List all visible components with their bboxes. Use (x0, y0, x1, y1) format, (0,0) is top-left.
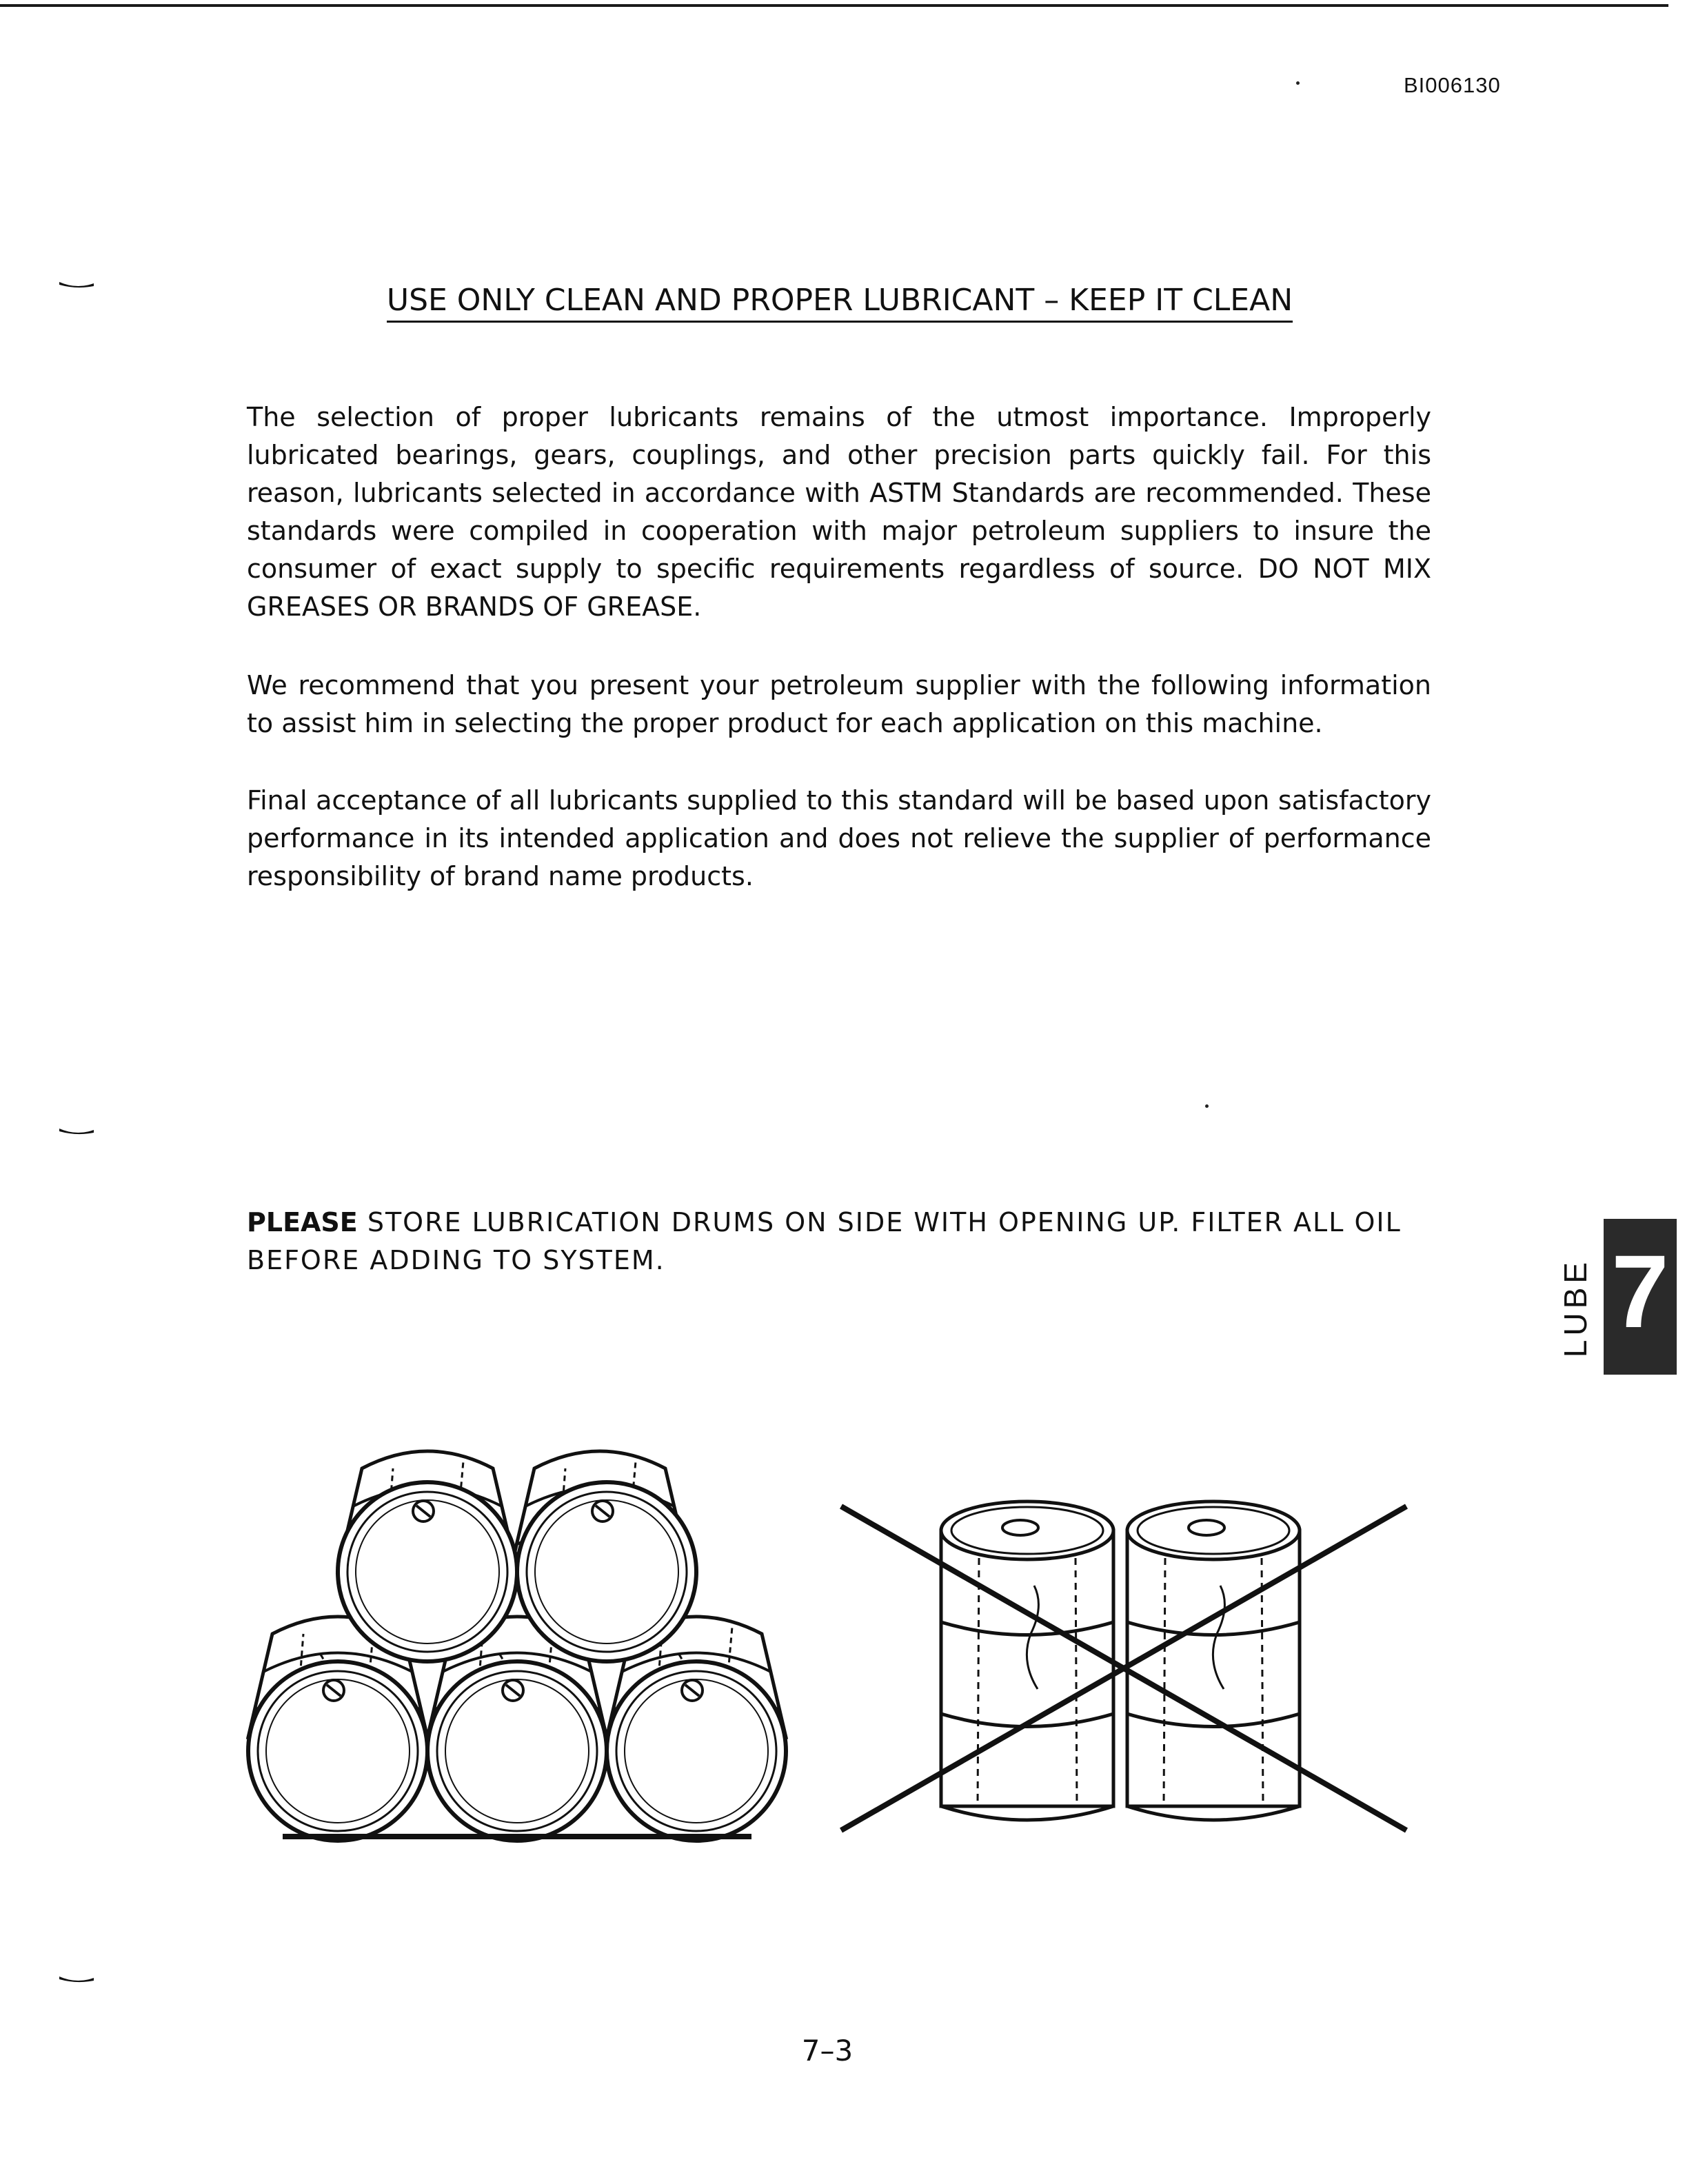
section-tab-label: LUBE (1557, 1257, 1593, 1358)
drums-upright-crossed-out-illustration (831, 1496, 1417, 1841)
paragraph-lubricant-selection: The selection of proper lubricants remains of the utmost importance. Improperly lubricated bearings, gears, couplings, and other precision parts quickly fail. For this reason, lubricants selected in accordance with ASTM Standards are recommended. These standards were compiled in cooperation with major petroleum suppliers to insure the consumer of exact supply to specific requirements regardless of source. DO NOT MIX GREASES OR BRANDS OF GREASE. (247, 402, 1431, 622)
page-title (385, 283, 1295, 318)
section-tab (1604, 1219, 1677, 1375)
storage-instruction-text: STORE LUBRICATION DRUMS ON SIDE WITH OPENING UP. FILTER ALL OIL BEFORE ADDING TO SYSTEM. (247, 1207, 1402, 1275)
drums-stacked-on-side-illustration (241, 1365, 807, 1848)
binder-hole-mark (59, 1126, 94, 1136)
paragraph-supplier-info: We recommend that you present your petroleum supplier with the following information to assist him in selecting the proper product for each application on this machine. (247, 670, 1431, 738)
page-title-text: USE ONLY CLEAN AND PROPER LUBRICANT – KEEP IT CLEAN (387, 283, 1293, 323)
storage-instruction (247, 1204, 1431, 1280)
storage-instruction-lead: PLEASE (247, 1207, 358, 1237)
page-number: 7–3 (801, 2034, 854, 2067)
paragraph-final-acceptance: Final acceptance of all lubricants supplied to this standard will be based upon satisfactory performance in its intended application and does not relieve the supplier of performance responsibility of brand name products. (247, 785, 1431, 891)
document-code: BI006130 (1404, 73, 1501, 97)
scan-speck (1296, 81, 1300, 85)
binder-hole-mark (59, 1974, 94, 1984)
top-rule (0, 4, 1668, 7)
binder-hole-mark (59, 280, 94, 290)
scan-speck (1205, 1104, 1209, 1108)
section-tab-number: 7 (1611, 1233, 1669, 1349)
